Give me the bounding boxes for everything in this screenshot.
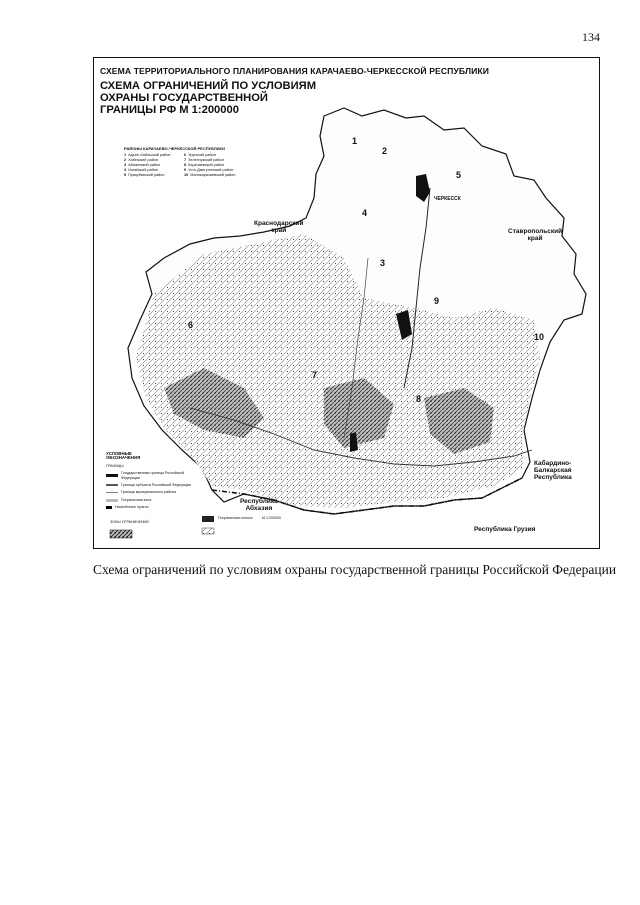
district-number: 10 xyxy=(534,332,545,342)
map-figure xyxy=(93,57,600,549)
district-legend-title: РАЙОНЫ КАРАЧАЕВО-ЧЕРКЕССКОЙ РЕСПУБЛИКИ xyxy=(124,146,225,151)
bottom-legend-scale: М 1:200000 xyxy=(262,516,281,520)
legend-item: 8 Карачаевский район xyxy=(184,163,225,167)
convention-row: Государственная граница Российской Федерации xyxy=(106,471,196,480)
neighbor-kbr: Кабардино- Балкарская Республика xyxy=(534,460,572,481)
district-number: 8 xyxy=(416,394,422,404)
schema-title: СХЕМА ТЕРРИТОРИАЛЬНОГО ПЛАНИРОВАНИЯ КАРАЧАЕВО-ЧЕРКЕССКОЙ РЕСПУБЛИКИ xyxy=(100,66,489,76)
convention-row: ГРАНИЦЫ xyxy=(106,463,124,468)
bottom-legend-zones: ЗОНЫ ОГРАНИЧЕНИЙ xyxy=(110,520,149,524)
convention-row: Граница муниципального района xyxy=(106,490,196,494)
city-label: ЧЕРКЕССК xyxy=(434,196,461,202)
district-number: 1 xyxy=(352,136,358,146)
neighbor-stavropol: Ставропольский край xyxy=(508,228,563,242)
neighbor-krasnodar: Краснодарский край xyxy=(254,220,304,234)
legend-item: 1 Адыге-Хабльский район xyxy=(124,153,171,157)
neighbor-georgia: Республика Грузия xyxy=(474,526,536,533)
convention-row: Граница субъекта Российской Федерации xyxy=(106,483,196,487)
district-number: 2 xyxy=(382,146,388,156)
bottom-legend-strip: Пограничная полоса xyxy=(218,516,253,520)
legend-swatch-zone-2 xyxy=(202,516,214,522)
map-title-line: ОХРАНЫ ГОСУДАРСТВЕННОЙ xyxy=(100,92,268,104)
legend-item: 7 Зеленчукский район xyxy=(184,158,224,162)
convention-row: Пограничная зона xyxy=(106,498,196,502)
map-title-line: СХЕМА ОГРАНИЧЕНИЙ ПО УСЛОВИЯМ xyxy=(100,80,317,92)
district-legend xyxy=(124,146,242,178)
map-title xyxy=(100,80,340,116)
figure-caption: Схема ограничений по условиям охраны государственной границы Российской Федерации xyxy=(93,562,617,577)
district-number: 7 xyxy=(312,370,318,380)
legend-item: 4 Ногайский район xyxy=(124,168,158,172)
legend-item: 9 Усть-Джегутинский район xyxy=(184,168,234,172)
neighbor-abkhazia: Республика Абхазия xyxy=(240,498,278,512)
conventions-legend xyxy=(106,452,196,510)
legend-item: 10 Малокарачаевский район xyxy=(184,173,236,177)
legend-item: 3 Абазинский район xyxy=(124,163,161,167)
legend-item: 6 Урупский район xyxy=(184,153,216,157)
conventions-title: УСЛОВНЫЕ ОБОЗНАЧЕНИЯ xyxy=(106,451,141,461)
convention-row: Населённые пункты xyxy=(106,505,196,509)
map-title-line: ГРАНИЦЫ РФ М 1:200000 xyxy=(100,104,239,116)
legend-swatch-zone xyxy=(110,530,132,538)
legend-item: 2 Хабезский район xyxy=(124,158,159,162)
district-number: 9 xyxy=(434,296,440,306)
district-number: 3 xyxy=(380,258,386,268)
legend-item: 5 Прикубанский район xyxy=(124,173,165,177)
district-number: 4 xyxy=(362,208,368,218)
district-number: 5 xyxy=(456,170,462,180)
district-number: 6 xyxy=(188,320,194,330)
legend-swatch-zone-3 xyxy=(202,528,214,534)
page-number: 134 xyxy=(582,30,600,44)
